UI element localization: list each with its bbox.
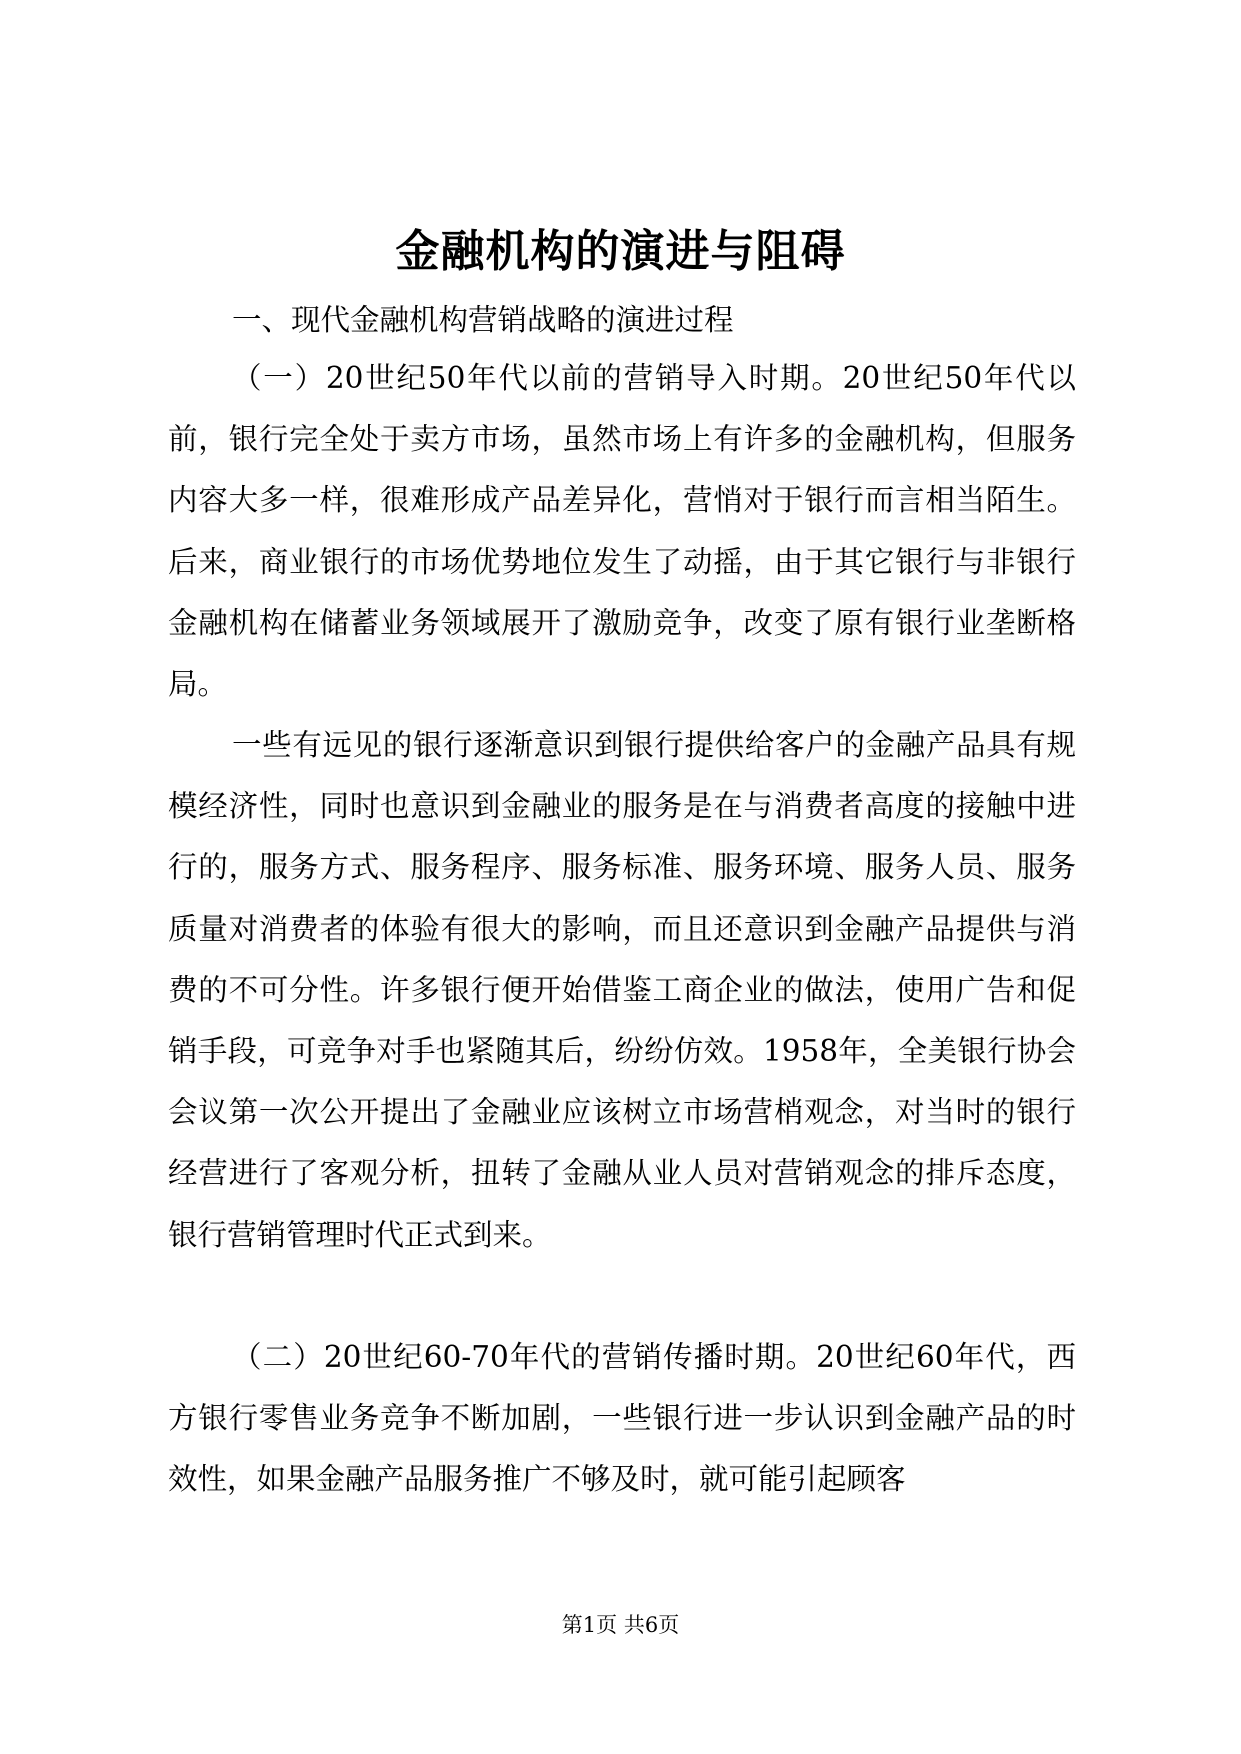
paragraph-2: 一些有远见的银行逐渐意识到银行提供给客户的金融产品具有规模经济性，同时也意识到金融业的服务是在与消费者高度的接触中进行的，服务方式、服务程序、服务标准、服务环境、服务人员、服务质量对消费者的体验有很大的影响，而且还意识到金融产品提供与消费的不可分性。许多银行便开始借鉴工商企业的做法，使用广告和促销手段，可竞争对手也紧随其后，纷纷仿效。1958年，全美银行协会会议第一次公开提出了金融业应该树立市场营梢观念，对当时的银行经营进行了客观分析，扭转了金融从业人员对营销观念的排斥态度，银行营销管理时代正式到来。	[168, 728, 1076, 1252]
paragraph-1: （一）20世纪50年代以前的营销导入时期。20世纪50年代以前，银行完全处于卖方市场，虽然市场上有许多的金融机构，但服务内容大多一样，很难形成产品差异化，营悄对于银行而言相当陌生。后来，商业银行的市场优势地位发生了动摇，由于其它银行与非银行金融机构在储蓄业务领域展开了激励竞争，改变了原有银行业垄断格局。	[168, 361, 1076, 702]
page-footer: 第1页 共6页	[561, 1613, 680, 1637]
paragraph-3: （二）20世纪60-70年代的营销传播时期。20世纪60年代，西方银行零售业务竞争不断加剧，一些银行进一步认识到金融产品的时效性，如果金融产品服务推广不够及时，就可能引起顾客	[168, 1340, 1076, 1497]
document-title: 金融机构的演进与阻碍	[395, 226, 846, 277]
section-heading: 一、现代金融机构营销战略的演进过程	[232, 303, 734, 337]
